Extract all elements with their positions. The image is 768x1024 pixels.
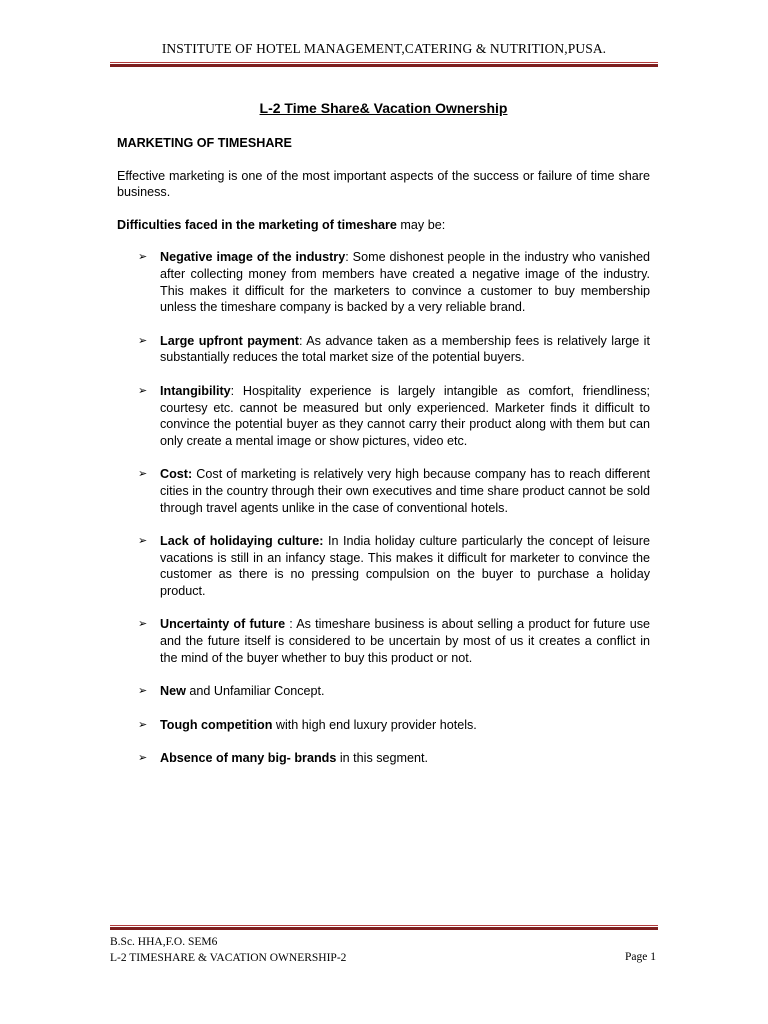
bullet-text: In India holiday culture particularly the concept of leisure vacations is still in an infancy stage. This makes it difficult for marketer to convince the customer as there is no pressing compulsion on the buyer to purchase a holiday product. (160, 534, 650, 598)
bullet-arrow-icon: ➢ (138, 334, 148, 347)
list-item (117, 683, 650, 700)
footer-course: B.Sc. HHA,F.O. SEM6 (110, 936, 218, 948)
bullet-term: Large upfront payment (160, 333, 299, 348)
list-item (117, 333, 650, 366)
bullet-text: : Hospitality experience is largely intangible as comfort, friendliness; courtesy etc. cannot be measured but only experienced. Marketer finds it difficult to convince the potential buyer as they cannot carry their product along with them but can only create a mental image or show pictures, video etc. (160, 383, 650, 448)
footer-info (110, 935, 346, 966)
bullet-arrow-icon: ➢ (138, 535, 148, 548)
bullet-text: : As timeshare business is about selling a product for future use and the future itself is considered to be uncertain by most of us it creates a conflict in the mind of the buyer whether to buy this product or not. (160, 617, 650, 665)
list-item (117, 383, 650, 449)
bullet-term: Intangibility (160, 383, 231, 398)
bullet-text: with high end luxury provider hotels. (272, 717, 477, 732)
bullet-term: Tough competition (160, 717, 273, 732)
bullet-text: : As advance taken as a membership fees is relatively large it substantially reduces the total market size of the potential buyers. (160, 333, 650, 365)
document-body (117, 99, 650, 784)
list-item (117, 466, 650, 516)
list-item (117, 750, 650, 767)
bullet-term: New (160, 684, 186, 699)
bullet-term: Uncertainty of future (160, 617, 286, 632)
page-number: Page 1 (625, 951, 656, 963)
footer-document-name: L-2 TIMESHARE & VACATION OWNERSHIP-2 (110, 951, 347, 964)
bullet-term: Cost: (160, 467, 193, 482)
list-item (117, 616, 650, 666)
bullet-term: Lack of holidaying culture: (160, 534, 324, 549)
document-title: L-2 Time Share& Vacation Ownership (259, 100, 508, 116)
difficulties-bold: Difficulties faced in the marketing of timeshare (117, 217, 397, 232)
difficulties-list (117, 249, 650, 767)
difficulties-rest: may be: (396, 217, 446, 232)
bullet-term: Absence of many big- brands (160, 751, 337, 766)
bullet-text: Cost of marketing is relatively very high because company has to reach different cities in the country through their own executives and time share product cannot be sold through travel agents unlike in the case of conventional hotels. (160, 467, 650, 515)
bullet-arrow-icon: ➢ (138, 618, 148, 631)
bullet-arrow-icon: ➢ (138, 752, 148, 765)
bullet-term: Negative image of the industry (160, 250, 346, 265)
intro-paragraph: Effective marketing is one of the most important aspects of the success or failure of time share business. (117, 168, 650, 200)
bullet-arrow-icon: ➢ (138, 384, 148, 397)
page-header: INSTITUTE OF HOTEL MANAGEMENT,CATERING & NUTRITION,PUSA. (161, 41, 607, 56)
bullet-arrow-icon: ➢ (138, 718, 148, 731)
bullet-arrow-icon: ➢ (138, 468, 148, 481)
list-item (117, 717, 650, 734)
difficulties-subheading (117, 217, 650, 234)
bullet-text: in this segment. (336, 751, 429, 766)
bullet-text: : Some dishonest people in the industry who vanished after collecting money from members have created a negative image of the industry. This makes it difficult for the marketers to convince a customer to buy membership unless the timeshare company is backed by a very reliable brand. (160, 250, 650, 315)
list-item (117, 249, 650, 315)
bullet-text: and Unfamiliar Concept. (185, 684, 325, 699)
bullet-arrow-icon: ➢ (138, 251, 148, 264)
list-item (117, 533, 650, 599)
footer-rule (110, 925, 658, 930)
section-heading: MARKETING OF TIMESHARE (117, 136, 292, 150)
bullet-arrow-icon: ➢ (138, 685, 148, 698)
header-rule (110, 62, 658, 67)
